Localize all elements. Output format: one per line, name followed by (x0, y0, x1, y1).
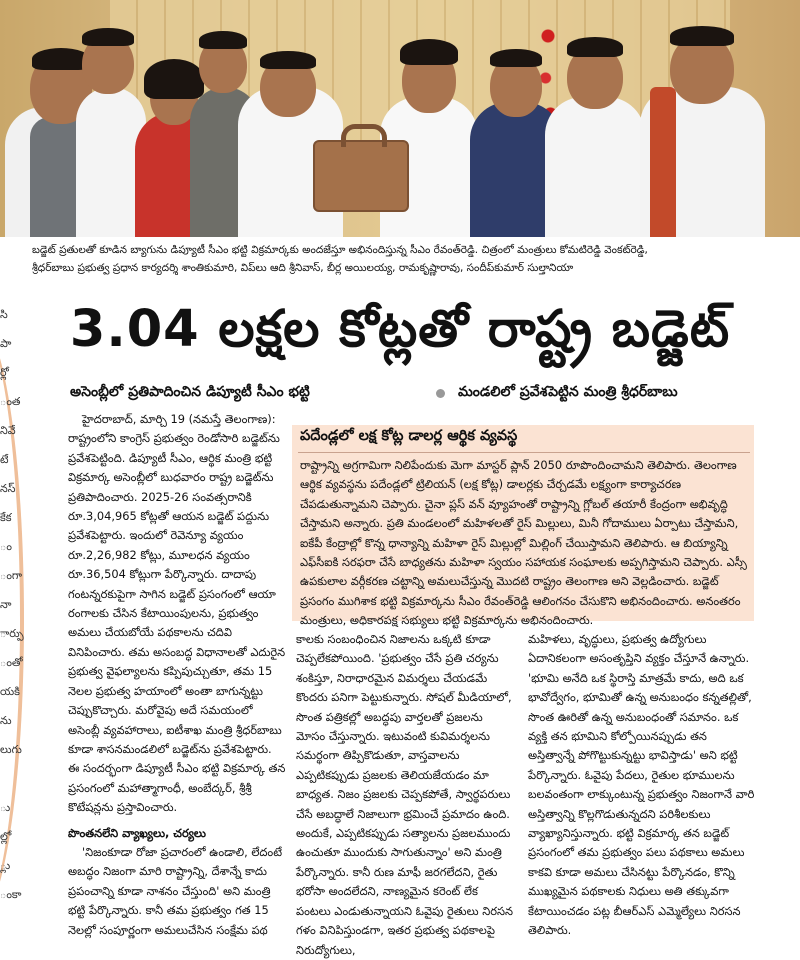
article-column-3 (528, 630, 756, 941)
left-edge-fragment: ు (0, 801, 11, 814)
left-edge-fragment: ంతో (0, 656, 23, 669)
left-edge-fragment: ంగా (0, 569, 23, 582)
left-edge-fragment: నివే (0, 424, 16, 437)
section-subhead: పొంతనలేని వ్యాఖ్యలు, చర్యలు (68, 825, 206, 840)
left-edge-fragment: ల్లో (0, 830, 12, 843)
article-column-1 (68, 410, 286, 940)
left-edge-column (0, 300, 28, 920)
left-edge-fragment: ం (0, 540, 12, 553)
article-paragraph: మహిళలు, వృద్ధులు, ప్రభుత్వ ఉద్యోగులు ఏదానికలంగా అసంతృప్తిని వ్యక్తం చేస్తూనే ఉన్నారు. 'భూమి అనేది ఒక స్థిరాస్తి మాత్రమే కాదు, అది ఒక భావోద్వేగం, భూమితో ఉన్న అనుబంధం కన్నతల్లితో, సొంత ఊరితో ఉన్న అనుబంధంతో సమానం. ఒక వ్యక్తి తన భూమిని కోల్పోయినప్పుడు తన అస్తిత్వాన్నే పోగొట్టుకున్నట్టు భావిస్తాడు' అని భట్టి పేర్కొన్నారు. ఓవైపు పేదలు, రైతుల భూములను బలవంతంగా లాక్కుంటున్న ప్రభుత్వం నిజంగానే వారి అస్తిత్వాన్ని కొల్లగొడుతున్నదని పరిశీలకులు వ్యాఖ్యానిస్తున్నారు. భట్టి విక్రమార్క తన బడ్జెట్ ప్రసంగంలో తమ ప్రభుత్వం పలు పథకాలు అమలు కాకవి కూడా అమలు చేసినట్టు పేర్కొనడం, కొన్ని ముఖ్యమైన పథకాలకు నిధులు అతి తక్కువగా కేటాయించడం పట్ల బీఆర్ఎస్ ఎమ్మెల్యేలు నిరసన తెలిపారు. (528, 632, 755, 938)
budget-bag (313, 140, 409, 212)
person-9 (640, 12, 765, 237)
dateline: హైదరాబాద్, మార్చి 19 (నమస్తే తెలంగాణ): (82, 412, 276, 426)
headline: 3.04 లక్షల కోట్లతో రాష్ట్ర బడ్జెట్ (69, 300, 731, 359)
left-edge-fragment: ర్లో (0, 366, 9, 379)
left-edge-fragment: టే (0, 453, 9, 466)
subhead-left: అసెంబ్లీలో ప్రతిపాదించిన డిప్యూటీ సీఎం భట్టి (70, 384, 310, 400)
person-8 (545, 27, 645, 237)
article-column-2 (296, 630, 514, 960)
left-edge-fragment: ంత (0, 395, 21, 408)
article-paragraph: రాష్ట్రంలోని కాంగ్రెస్ ప్రభుత్వం రెండోసారి బడ్జెట్‌ను ప్రవేశపెట్టింది. డిప్యూటీ సీఎం, ఆర్థిక మంత్రి భట్టి విక్రమార్క అసెంబ్లీలో బుధవారం రాష్ట్ర బడ్జెట్‌ను ప్రతిపాదించారు. 2025-26 సంవత్సరానికి రూ.3,04,965 కోట్లతో ఆయన బడ్జెట్ పద్దును ప్రవేశపెట్టారు. ఇందులో రెవెన్యూ వ్యయం రూ.2,26,982 కోట్లు, మూలధన వ్యయం రూ.36,504 కోట్లుగా పేర్కొన్నారు. దాదాపు గంటన్నరకుపైగా సాగిన బడ్జెట్ ప్రసంగంలో ఆయా రంగాలకు చేసిన కేటాయింపులను, ప్రభుత్వం అమలు చేయబోయే పథకాలను చదివి వినిపించారు. తమ అసంబద్ధ విధానాలతో ఎదురైన ప్రభుత్వ వైఫల్యాలను కప్పిపుచ్చుతూ, తమ 15 నెలల ప్రభుత్వ హయాంలో అంతా బాగున్నట్టు చెప్పుకొచ్చారు. మరోవైపు అదే సమయంలో అసెంబ్లీ వ్యవహారాలు, ఐటీశాఖ మంత్రి శ్రీధర్‌బాబు కూడా శాసనమండలిలో బడ్జెట్‌ను ప్రవేశపెట్టారు. ఈ సందర్భంగా డిప్యూటీ సీఎం భట్టి విక్రమార్క తన ప్రసంగంలో మహాత్మాగాంధీ, అంబేద్కర్, శ్రీశ్రీ కొటేషన్లను ప్రస్తావించారు. (68, 431, 286, 815)
left-edge-fragment: ంకా (0, 888, 22, 901)
left-edge-fragment: పా (0, 337, 12, 350)
box-title: పదేండ్లలో లక్ష కోట్ల డాలర్ల ఆర్థిక వ్యవస్థ (300, 428, 518, 444)
left-edge-fragment: యకి (0, 685, 20, 698)
bullet-dot (436, 389, 445, 398)
left-edge-fragment: సి (0, 308, 8, 321)
left-edge-fragment: ను (0, 714, 12, 727)
box-divider (298, 452, 750, 453)
subhead-right: మండలిలో ప్రవేశపెట్టిన మంత్రి శ్రీధర్‌బాబు (458, 384, 678, 400)
article-paragraph: 'నిజంకూడా రోజా ప్రచారంలో ఉండాలి, లేదంటే అబద్ధం నిజంగా మారి రాష్ట్రాన్ని, దేశాన్నే కాదు ప్రపంచాన్ని కూడా నాశనం చేస్తుంది' అని మంత్రి భట్టి పేర్కొన్నారు. కానీ తమ ప్రభుత్వం గత 15 నెలల్లో సంపూర్ణంగా అమలుచేసిన సంక్షేమ పథ (68, 844, 283, 937)
photo-caption (32, 241, 772, 277)
left-edge-fragment: ్లు (0, 859, 11, 872)
left-edge-fragment: నా (0, 598, 12, 611)
left-edge-fragment: లుగు (0, 743, 22, 756)
left-edge-fragment: ార్పు (0, 627, 24, 640)
caption-line-2: శ్రీధర్‌బాబు ప్రభుత్వ ప్రధాన కార్యదర్శి శాంతికుమారి, విప్‌లు ఆది శ్రీనివాస్, బీర్ల అయిలయ్య, రామకృష్ణారావు, సందీప్‌కుమార్ సుల్తానియా (32, 262, 574, 274)
left-edge-fragment (0, 764, 28, 793)
article-paragraph: కాలకు సంబంధించిన నిజాలను ఒక్కటి కూడా చెప్పలేకపోయింది. 'ప్రభుత్వం చేసే ప్రతి చర్యను శంకిస్తూ, నిరాధారమైన విమర్శలు చేయడమే కొందరు పనిగా పెట్టుకున్నారు. సోషల్ మీడియాలో, సొంత పత్రికల్లో అబద్ధపు వార్తలతో ప్రజలను మోసం చేస్తున్నారు. ఇటువంటి కువిమర్శలను సమర్థంగా తిప్పికొడుతూ, వాస్తవాలను ఎప్పటికప్పుడు ప్రజలకు తెలియజేయడం మా బాధ్యత. నిజం ప్రజలకు చెప్పకపోతే, స్వార్థపరులు చేసే అబద్ధాలే నిజాలుగా భ్రమించే ప్రమాదం ఉంది. అందుకే, ఎప్పటికప్పుడు సత్యాలను ప్రజలముందు ఉంచుతూ ముందుకు సాగుతున్నాం' అని మంత్రి పేర్కొన్నారు. కానీ రుణ మాఫీ జరగలేదని, రైతు భరోసా అందలేదని, నాణ్యమైన కరెంట్ లేక పంటలు ఎండుతున్నాయని ఓవైపు రైతులు నిరసన గళం వినిపిస్తుండగా, ఇతర ప్రభుత్వ పథకాలపై నిరుద్యోగులు, (296, 632, 513, 957)
left-edge-fragment: కేక (0, 511, 12, 524)
box-text: రాష్ట్రాన్ని అగ్రగామిగా నిలిపేందుకు మెగా మాస్టర్ ప్లాన్ 2050 రూపొందించామని తెలిపారు. తెలంగాణ ఆర్థిక వ్యవస్థను పదేండ్లలో ట్రిలియన్ (లక్ష కోట్ల) డాలర్లకు చేర్చడమే లక్ష్యంగా కార్యాచరణ చేపడుతున్నామని చెప్పారు. చైనా ప్లస్ వన్ వ్యూహంతో రాష్ట్రాన్ని గ్లోబల్ తయారీ కేంద్రంగా అభివృద్ధి చేస్తామని అన్నారు. ప్రతి మండలంలో మహిళలతో రైస్ మిల్లులు, మినీ గోదాములు ఏర్పాటు చేస్తామని, ఐకేపీ కేంద్రాల్లో కొన్న ధాన్యాన్ని మహిళా రైస్ మిల్లుల్లో మిల్లింగ్ చేయిస్తామని తెలిపారు. ఆ బియ్యాన్ని ఎఫ్‌సీఐకి సరఫరా చేసే బాధ్యతను మహిళా స్వయం సహాయక సంఘాలకు అప్పగిస్తామని చెప్పారు. ఎస్సీ ఉపకులాల వర్గీకరణ చట్టాన్ని అమలుచేస్తున్న మొదటి రాష్ట్రం తెలంగాణ అని వెల్లడించారు. బడ్జెట్ ప్రసంగం ముగిశాక భట్టి విక్రమార్కను సీఎం రేవంత్‌రెడ్డి ఆలింగనం చేసుకొని అభినందించారు. అనంతరం మంత్రులు, అధికారపక్ష సభ్యులు భట్టి విక్రమార్కను అభినందించారు. (300, 458, 747, 628)
news-photo (0, 0, 800, 237)
left-edge-fragment: నస్ (0, 482, 16, 495)
caption-line-1: బడ్జెట్ ప్రతులతో కూడిన బ్యాగును డిప్యూటీ సీఎం భట్టి విక్రమార్కకు అందజేస్తూ అభినందిస్తున్న సీఎం రేవంత్‌రెడ్డి. చిత్రంలో మంత్రులు కోమటిరెడ్డి వెంకట్‌రెడ్డి, (32, 244, 648, 256)
